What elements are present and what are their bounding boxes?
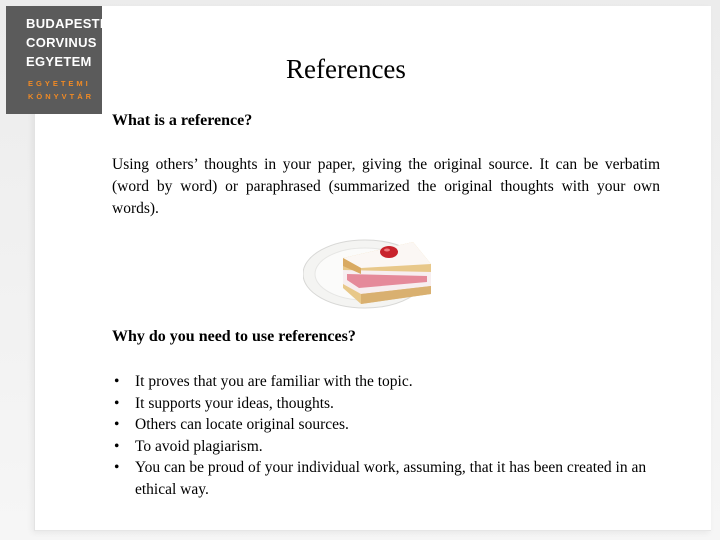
question-why-use-references: Why do you need to use references? — [112, 328, 356, 345]
bullet-marker: • — [114, 373, 120, 390]
logo-line-3: EGYETEM — [26, 54, 92, 69]
list-item — [112, 371, 652, 393]
definition-paragraph: Using others’ thoughts in your paper, giving the original source. It can be verbatim (word by word) or paraphrased (summarized the original thoughts with your own words). — [112, 156, 660, 217]
bullet-marker: • — [114, 459, 120, 476]
slide-title: References — [286, 54, 406, 84]
question-what-is-reference: What is a reference? — [112, 112, 253, 129]
university-logo — [6, 6, 102, 114]
logo-line-2: CORVINUS — [26, 35, 97, 50]
list-item-text: It proves that you are familiar with the topic. — [135, 373, 413, 390]
logo-line-1: BUDAPESTI — [26, 16, 104, 31]
bullet-marker: • — [114, 394, 120, 412]
logo-line-5: KÖNYVTÁR — [28, 92, 95, 101]
bullet-marker: • — [114, 416, 120, 433]
list-item-text: To avoid plagiarism. — [135, 437, 263, 455]
list-item — [112, 393, 652, 415]
list-item-text: Others can locate original sources. — [135, 416, 349, 433]
list-item-text: It supports your ideas, thoughts. — [135, 394, 334, 412]
reasons-list — [112, 371, 652, 500]
list-item-text: You can be proud of your individual work, assuming, that it has been created in an ethical way. — [135, 459, 647, 498]
list-item — [112, 414, 652, 436]
list-item — [112, 436, 652, 458]
list-item — [112, 457, 652, 500]
bullet-marker: • — [114, 437, 120, 455]
logo-line-4: EGYETEMI — [28, 79, 91, 88]
cake-slice-image — [303, 222, 436, 310]
